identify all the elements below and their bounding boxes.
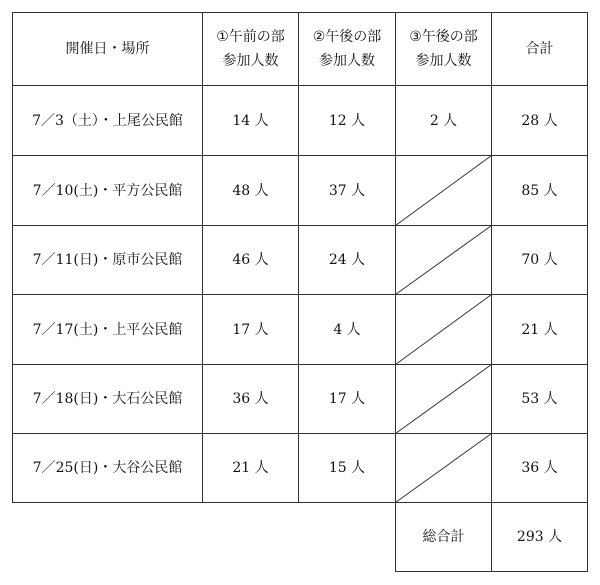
table-row-afternoon: 24 人 (328, 252, 366, 268)
empty-cell-diagonal (396, 295, 492, 365)
table-row-total: 36 人 (521, 460, 558, 476)
table-row-venue: 7／25(日)・大谷公民館 (32, 460, 183, 476)
table-row-evening: 2 人 (429, 112, 458, 129)
table-row-afternoon: 15 人 (328, 460, 366, 476)
table-row-venue: 7／3（土）・上尾公民館 (32, 112, 183, 129)
table-row-afternoon: 4 人 (333, 321, 361, 338)
header-morning: ①午前の部 参加人数 (216, 29, 285, 69)
table-row-morning: 14 人 (232, 112, 269, 129)
table-row-morning: 46 人 (232, 252, 269, 268)
header-afternoon: ②午後の部 参加人数 (312, 29, 382, 69)
table-row-afternoon: 37 人 (328, 182, 366, 199)
empty-cell-diagonal (396, 434, 492, 503)
table-row-morning: 36 人 (232, 391, 269, 407)
table-row-total: 85 人 (521, 182, 558, 199)
table-row-total: 28 人 (521, 112, 558, 129)
header-evening: ③午後の部 参加人数 (409, 29, 478, 69)
table-row-afternoon: 12 人 (328, 112, 366, 129)
table-row-total: 70 人 (521, 252, 558, 268)
table-row-morning: 21 人 (232, 460, 269, 476)
header-total: 合計 (525, 41, 554, 57)
table-row-total: 21 人 (521, 321, 558, 338)
empty-cell-diagonal (396, 156, 492, 226)
table-row-morning: 48 人 (232, 182, 269, 199)
table-row-venue: 7／17(土)・上平公民館 (32, 321, 183, 338)
table-row-afternoon: 17 人 (328, 391, 366, 407)
header-venue: 開催日・場所 (65, 41, 150, 57)
empty-cell-diagonal (396, 226, 492, 295)
table-row-venue: 7／18(日)・大石公民館 (32, 391, 183, 407)
table-row-venue: 7／10(土)・平方公民館 (32, 182, 183, 199)
table-row-venue: 7／11(日)・原市公民館 (32, 252, 183, 268)
grand-total-value: 293 人 (516, 529, 563, 545)
table-row-morning: 17 人 (232, 321, 269, 338)
empty-cell-diagonal (396, 365, 492, 434)
table-row-total: 53 人 (521, 391, 558, 407)
grand-total-label: 総合計 (422, 529, 465, 545)
